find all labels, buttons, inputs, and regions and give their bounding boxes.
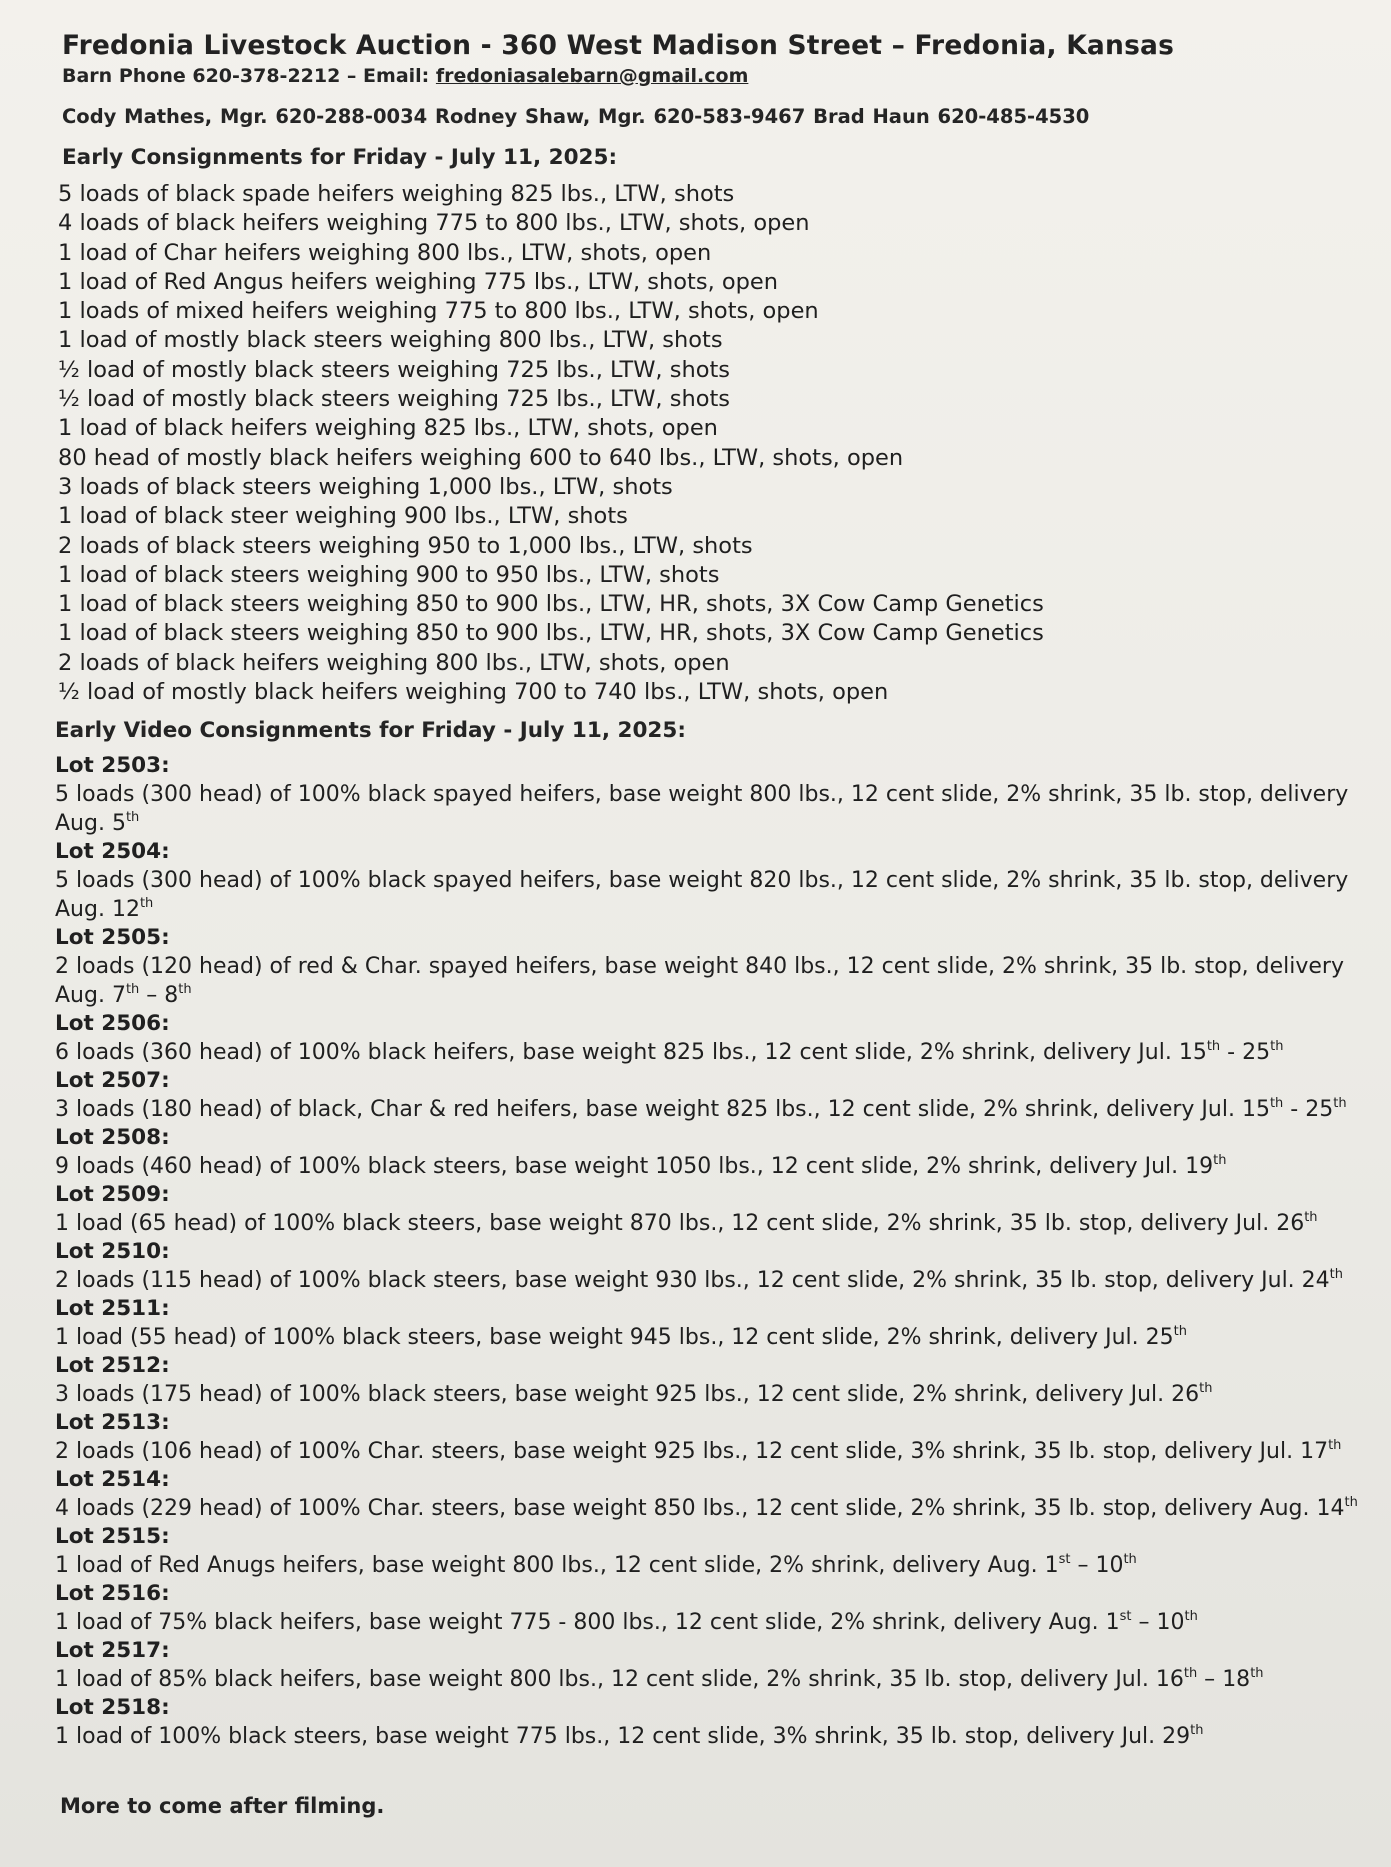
consignment-item: 1 load of mostly black steers weighing 800 lbs., LTW, shots [58,327,723,354]
lot-text: 1 load (65 head) of 100% black steers, base weight 870 lbs., 12 cent slide, 2% shrink, 35 lb. stop, delivery Jul. 26 [55,1211,1305,1236]
date-ordinal-suffix: th [1190,1723,1204,1738]
lot-description [55,1665,1355,1694]
flyer-header [62,30,1362,128]
lot-description [55,1722,1355,1751]
date-range-separator: – [1070,1553,1096,1578]
lot-number: Lot 2517: [55,1638,170,1663]
email-link[interactable]: fredoniasalebarn@gmail.com [435,65,749,87]
lot-text: 1 load of 100% black steers, base weight 775 lbs., 12 cent slide, 3% shrink, 35 lb. stop, delivery Jul. 29 [55,1724,1191,1749]
date-ordinal-suffix: th [1328,1438,1342,1453]
consignment-item: 4 loads of black heifers weighing 775 to 800 lbs., LTW, shots, open [58,210,810,237]
lot-entry [55,1580,1355,1637]
video-lots-list [55,752,1358,1751]
lot-entry [55,924,1355,1010]
consignment-item: 1 load of black heifers weighing 825 lbs., LTW, shots, open [58,415,718,442]
lot-text: 1 load of Red Anugs heifers, base weight 800 lbs., 12 cent slide, 2% shrink, delivery Aug. 1 [55,1553,1059,1578]
lot-description [55,1551,1355,1580]
lot-entry [55,1352,1355,1409]
consignment-item: 5 loads of black spade heifers weighing 825 lbs., LTW, shots [58,181,735,207]
date-ordinal-suffix: th [1270,1039,1284,1054]
early-consignments-list [58,180,1044,707]
consignment-item: ½ load of mostly black heifers weighing 700 to 740 lbs., LTW, shots, open [58,679,889,706]
auction-title: Fredonia Livestock Auction - 360 West Madison Street – Fredonia, Kansas [62,30,1175,61]
lot-description [55,1323,1355,1352]
lot-description [55,952,1355,1010]
lot-number: Lot 2516: [55,1581,170,1606]
lot-number: Lot 2509: [55,1182,170,1207]
lot-text: 3 loads (175 head) of 100% black steers, base weight 925 lbs., 12 cent slide, 2% shrink, delivery Jul. 26 [55,1382,1200,1407]
date-ordinal-suffix: th [1329,1267,1344,1282]
date-ordinal-suffix: th [1333,1096,1347,1111]
delivery-end-date: 10 [1095,1553,1124,1578]
consignment-item: 1 load of Char heifers weighing 800 lbs., LTW, shots, open [58,239,712,266]
managers-contact-line: Cody Mathes, Mgr. 620-288-0034 Rodney Shaw, Mgr. 620-583-9467 Brad Haun 620-485-4530 [62,105,1090,128]
date-ordinal-suffix: th [1199,1381,1213,1396]
consignment-item: 1 load of black steers weighing 850 to 900 lbs., LTW, HR, shots, 3X Cow Camp Genetics [58,591,1044,618]
lot-text: 2 loads (106 head) of 100% Char. steers, base weight 925 lbs., 12 cent slide, 3% shrink, 35 lb. stop, delivery Jul. 17 [55,1439,1329,1464]
lot-description [55,1380,1355,1409]
date-ordinal-suffix: th [1184,1609,1198,1624]
lot-text: 6 loads (360 head) of 100% black heifers, base weight 825 lbs., 12 cent slide, 2% shrink, delivery Jul. 15 [55,1040,1207,1065]
delivery-end-date: 8 [164,983,179,1008]
lot-number: Lot 2513: [55,1410,170,1435]
date-ordinal-suffix: th [1123,1552,1137,1567]
lot-number: Lot 2515: [55,1524,170,1549]
consignment-item: 2 loads of black steers weighing 950 to 1,000 lbs., LTW, shots [58,532,753,559]
lot-text: 9 loads (460 head) of 100% black steers, base weight 1050 lbs., 12 cent slide, 2% shrink, delivery Jul. 19 [55,1154,1214,1179]
lot-description [55,1095,1355,1124]
date-ordinal-suffix: st [1058,1552,1071,1567]
date-ordinal-suffix: th [125,982,140,997]
lot-description [55,866,1355,924]
consignment-item: 3 loads of black steers weighing 1,000 lbs., LTW, shots [58,473,673,500]
delivery-end-date: 25 [1305,1097,1334,1122]
lot-entry [55,1637,1355,1694]
delivery-end-date: 10 [1156,1610,1185,1635]
date-ordinal-suffix: th [139,896,154,911]
footer-note: More to come after filming. [60,1794,385,1818]
lot-number: Lot 2508: [55,1125,170,1150]
consignment-item: 80 head of mostly black heifers weighing 600 to 640 lbs., LTW, shots, open [58,444,904,471]
date-ordinal-suffix: th [1206,1039,1221,1054]
lot-description [55,1266,1355,1295]
lot-entry [55,1295,1355,1352]
lot-number: Lot 2510: [55,1239,170,1264]
lot-entry [55,1010,1355,1067]
lot-entry [55,1409,1355,1466]
lot-entry [55,1238,1355,1295]
date-range-separator: – [1197,1667,1223,1692]
date-ordinal-suffix: th [1250,1666,1264,1681]
lot-entry [55,752,1355,838]
lot-entry [55,1523,1355,1580]
early-consignments-heading: Early Consignments for Friday - July 11, 2025: [62,145,618,170]
date-range-separator: – [1131,1610,1157,1635]
lot-number: Lot 2512: [55,1353,170,1378]
delivery-date: Aug. 7 [55,983,126,1008]
lot-description [55,1494,1358,1523]
lot-number: Lot 2506: [55,1011,170,1036]
consignment-item: 1 load of Red Angus heifers weighing 775 lbs., LTW, shots, open [58,268,779,295]
delivery-end-date: 25 [1242,1040,1271,1065]
lot-number: Lot 2518: [55,1695,170,1720]
consignment-item: 2 loads of black heifers weighing 800 lbs., LTW, shots, open [58,649,730,676]
lot-entry [55,1067,1355,1124]
lot-number: Lot 2511: [55,1296,170,1321]
lot-delivery-continuation [55,895,1355,924]
lot-entry [55,1466,1358,1523]
lot-description [55,1209,1355,1238]
lot-text: 2 loads (120 head) of red & Char. spayed heifers, base weight 840 lbs., 12 cent slide, 2% shrink, 35 lb. stop, delivery [55,954,1344,979]
date-ordinal-suffix: th [1344,1495,1358,1510]
lot-entry [55,1181,1355,1238]
lot-number: Lot 2505: [55,925,170,950]
date-range-separator: - [1220,1040,1243,1065]
date-range-separator: - [1283,1097,1306,1122]
consignment-item: ½ load of mostly black steers weighing 725 lbs., LTW, shots [58,356,731,383]
date-ordinal-suffix: th [1304,1210,1318,1225]
consignment-item: ½ load of mostly black steers weighing 725 lbs., LTW, shots [58,386,731,413]
consignment-item: 1 loads of mixed heifers weighing 775 to 800 lbs., LTW, shots, open [58,298,819,325]
consignment-item: 1 load of black steers weighing 850 to 900 lbs., LTW, HR, shots, 3X Cow Camp Genetics [58,620,1044,647]
barn-phone-text: Barn Phone 620-378-2212 – Email: [62,65,430,87]
date-ordinal-suffix: th [1269,1096,1284,1111]
date-ordinal-suffix: th [1213,1153,1227,1168]
consignment-item: 1 load of black steer weighing 900 lbs., LTW, shots [58,503,628,530]
lot-description [55,1608,1355,1637]
consignment-item: 1 load of black steers weighing 900 to 950 lbs., LTW, shots [58,561,720,588]
date-ordinal-suffix: th [178,982,192,997]
date-range-separator: – [139,983,165,1008]
lot-description [55,1038,1355,1067]
date-ordinal-suffix: th [125,810,140,825]
lot-description [55,780,1355,838]
lot-text: 1 load of 85% black heifers, base weight 800 lbs., 12 cent slide, 2% shrink, 35 lb. stop, delivery Jul. 16 [55,1667,1184,1692]
lot-text: 2 loads (115 head) of 100% black steers, base weight 930 lbs., 12 cent slide, 2% shrink, 35 lb. stop, delivery Jul. 24 [55,1268,1330,1293]
lot-delivery-continuation [55,809,1355,838]
delivery-date: Aug. 5 [55,811,126,836]
lot-delivery-continuation [55,981,1355,1010]
lot-number: Lot 2507: [55,1068,170,1093]
lot-number: Lot 2503: [55,753,170,778]
lot-text: 5 loads (300 head) of 100% black spayed heifers, base weight 800 lbs., 12 cent slide, 2% shrink, 35 lb. stop, delivery [55,782,1349,807]
delivery-date: Aug. 12 [55,897,140,922]
lot-text: 5 loads (300 head) of 100% black spayed heifers, base weight 820 lbs., 12 cent slide, 2% shrink, 35 lb. stop, delivery [55,868,1349,893]
lot-text: 1 load (55 head) of 100% black steers, base weight 945 lbs., 12 cent slide, 2% shrink, delivery Jul. 25 [55,1325,1174,1350]
lot-entry [55,1124,1355,1181]
date-ordinal-suffix: th [1173,1324,1187,1339]
lot-text: 1 load of 75% black heifers, base weight 775 - 800 lbs., 12 cent slide, 2% shrink, delivery Aug. 1 [55,1610,1120,1635]
lot-description [55,1437,1355,1466]
date-ordinal-suffix: st [1119,1609,1132,1624]
lot-text: 3 loads (180 head) of black, Char & red heifers, base weight 825 lbs., 12 cent slide, 2% shrink, delivery Jul. 15 [55,1097,1270,1122]
barn-contact-line [62,65,1362,87]
delivery-end-date: 18 [1222,1667,1251,1692]
lot-entry [55,1694,1355,1751]
lot-number: Lot 2504: [55,839,170,864]
lot-entry [55,838,1355,924]
lot-text: 4 loads (229 head) of 100% Char. steers, base weight 850 lbs., 12 cent slide, 2% shrink, 35 lb. stop, delivery Aug. 14 [55,1496,1345,1521]
video-consignments-heading: Early Video Consignments for Friday - July 11, 2025: [55,718,686,743]
date-ordinal-suffix: th [1183,1666,1198,1681]
lot-number: Lot 2514: [55,1467,170,1492]
lot-description [55,1152,1355,1181]
